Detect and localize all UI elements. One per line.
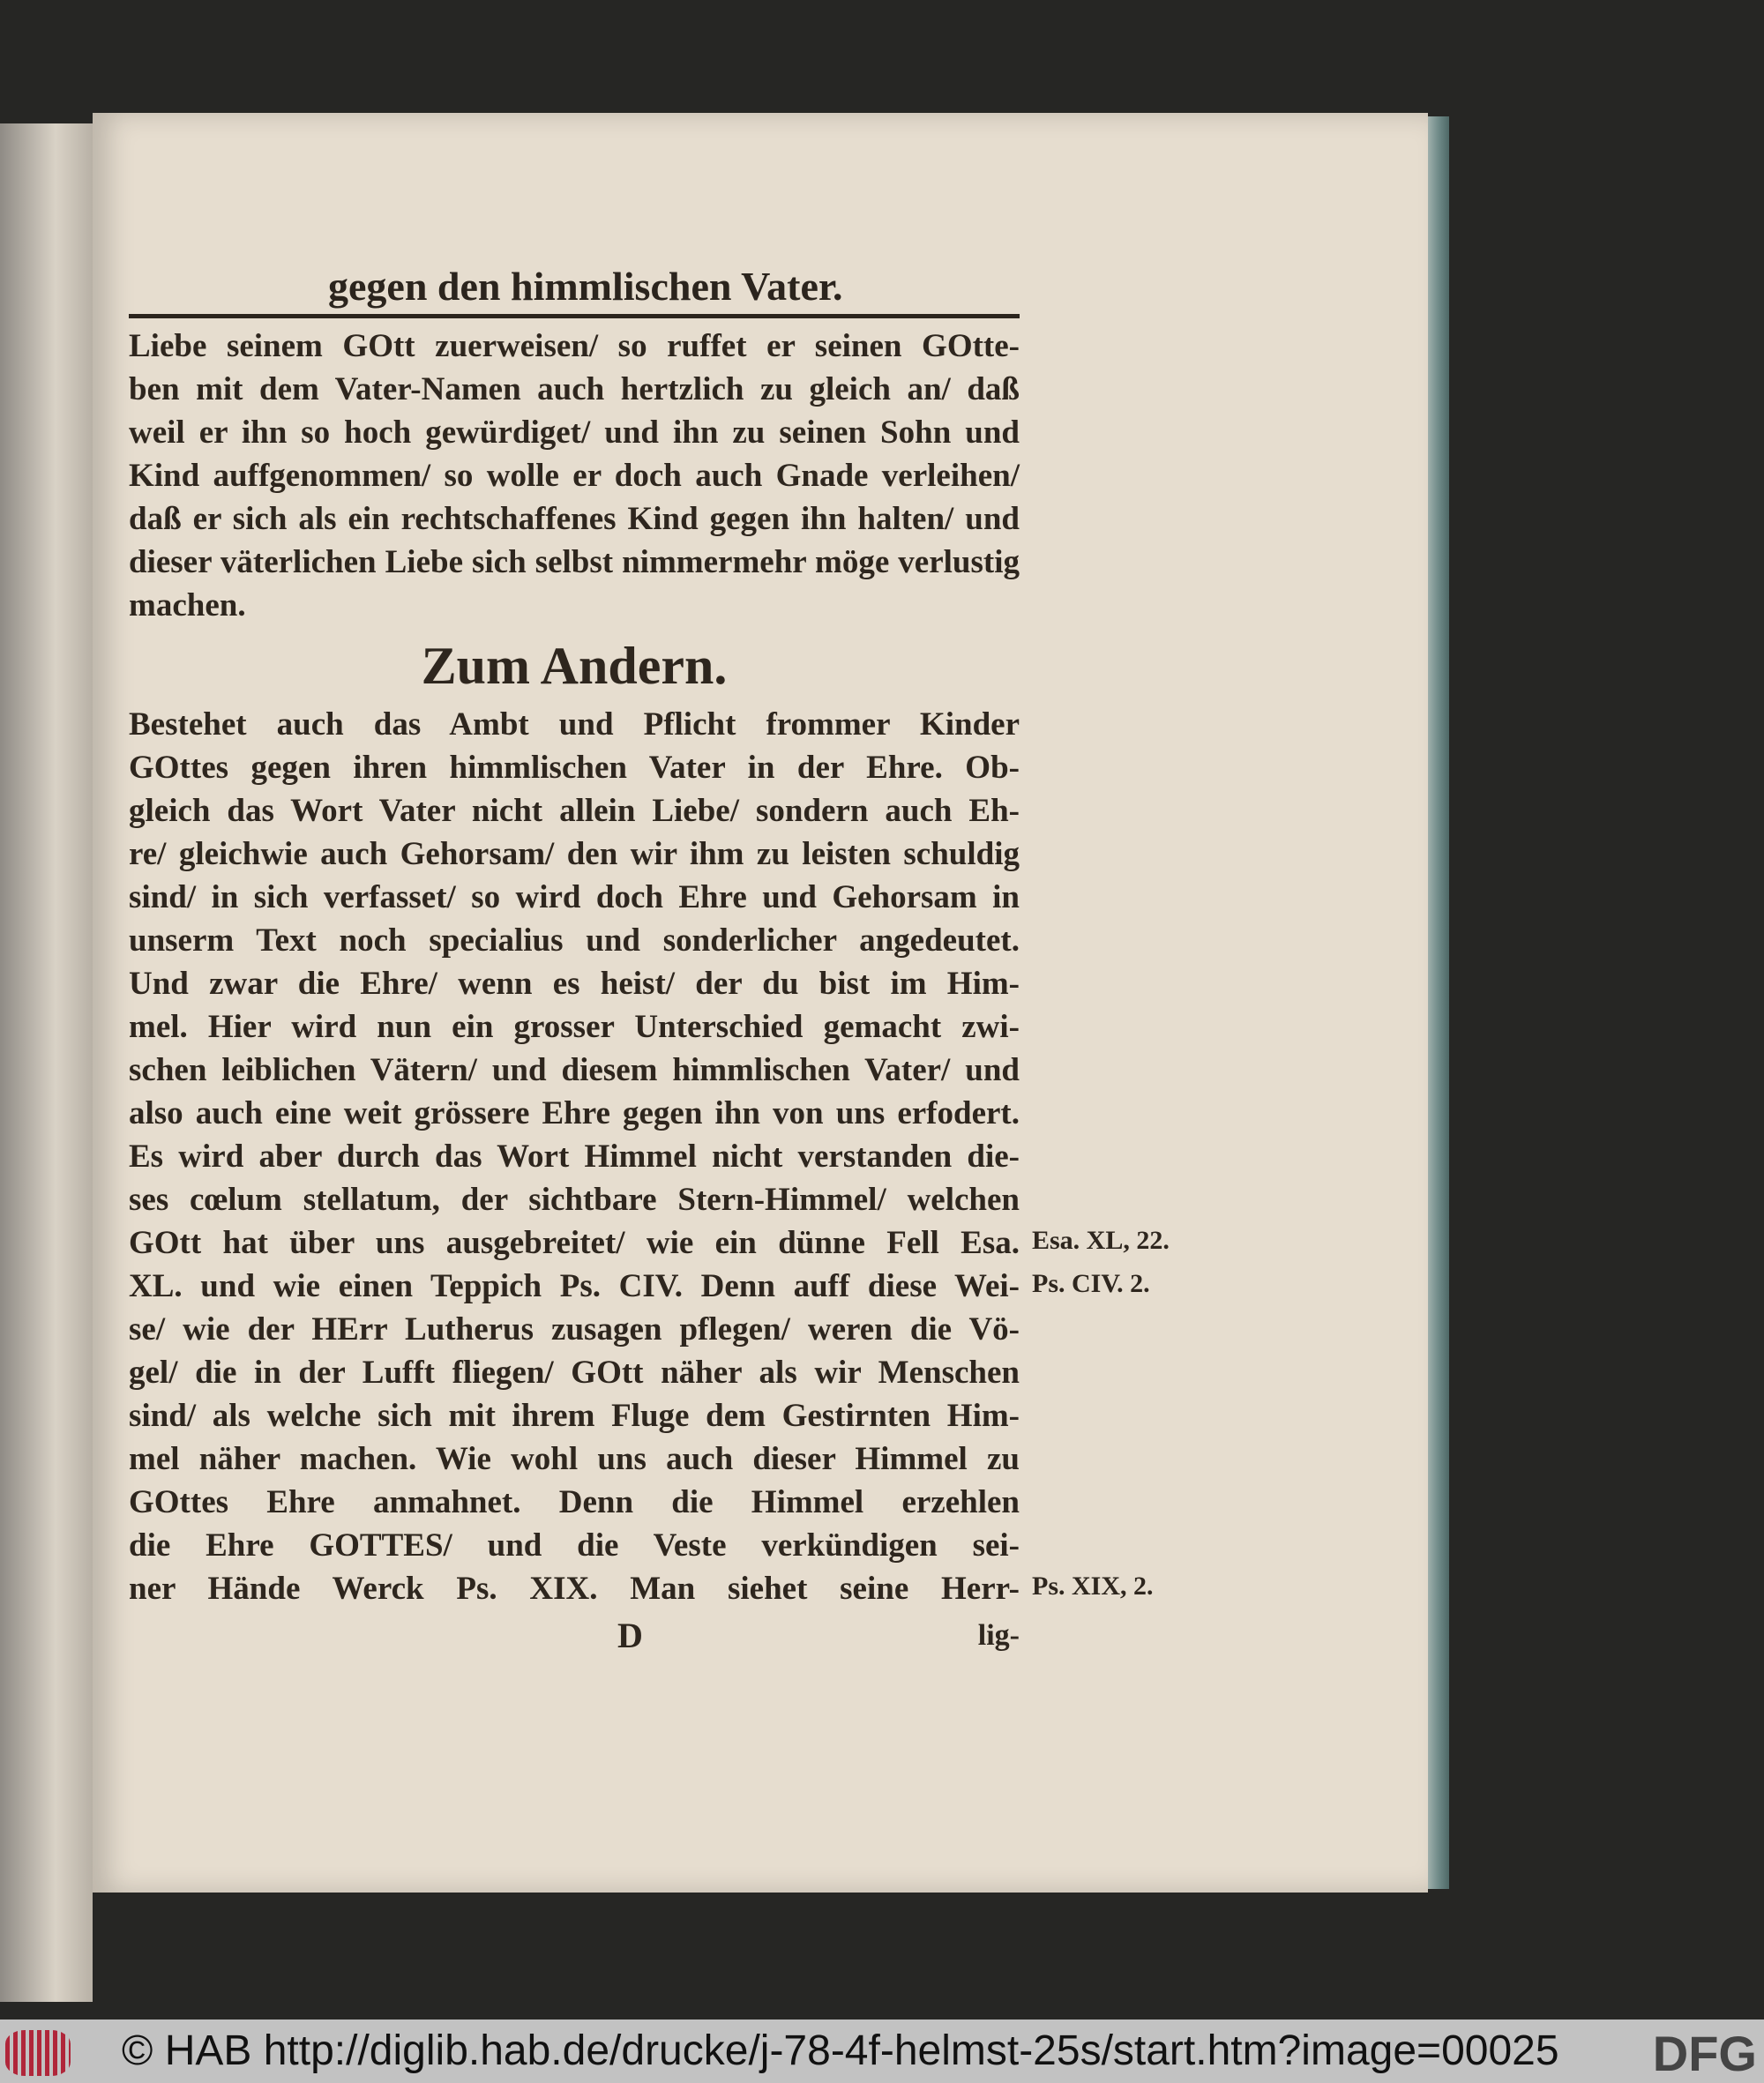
text-line-with-note bbox=[129, 1567, 1154, 1610]
text-line: Und zwar die Ehre/ wenn es heist/ der du bist im Him- bbox=[129, 966, 1020, 1002]
text-line-with-note bbox=[129, 1265, 1150, 1308]
text-line: ben mit dem Vater-Namen auch hertzlich zu gleich an/ daß bbox=[129, 371, 1020, 407]
hab-logo-icon bbox=[5, 2030, 71, 2076]
signature-mark: D bbox=[617, 1616, 643, 1655]
text-line: dieser väterlichen Liebe sich selbst nimmermehr möge verlustig bbox=[129, 544, 1020, 580]
header-rule bbox=[129, 314, 1020, 318]
text-line-with-note bbox=[129, 1221, 1170, 1265]
text-line: Bestehet auch das Ambt und Pflicht frommer Kinder bbox=[129, 706, 1020, 743]
text-line: GOtt hat über uns ausgebreitet/ wie ein dünne Fell Esa. bbox=[129, 1225, 1020, 1261]
facing-page-edge bbox=[0, 123, 93, 2002]
text-line: mel näher machen. Wie wohl uns auch dieser Himmel zu bbox=[129, 1441, 1020, 1477]
text-line: se/ wie der HErr Lutherus zusagen pflegen/ weren die Vö- bbox=[129, 1311, 1020, 1348]
text-line: re/ gleichwie auch Gehorsam/ den wir ihm zu leisten schuldig bbox=[129, 836, 1020, 872]
text-line: XL. und wie einen Teppich Ps. CIV. Denn auff diese Wei- bbox=[129, 1268, 1020, 1304]
text-line: machen. bbox=[129, 587, 246, 623]
signature-row bbox=[129, 1614, 1020, 1660]
margin-note: Ps. XIX, 2. bbox=[1032, 1572, 1154, 1601]
text-line: Liebe seinem GOtt zuerweisen/ so ruffet er seinen GOtte- bbox=[129, 328, 1020, 364]
dfg-logo: DFG bbox=[1652, 2026, 1757, 2081]
text-line: ses cœlum stellatum, der sichtbare Stern-Himmel/ welchen bbox=[129, 1182, 1020, 1218]
body-text bbox=[129, 325, 1170, 1660]
text-line: daß er sich als ein rechtschaffenes Kind gegen ihn halten/ und bbox=[129, 501, 1020, 537]
text-line: GOttes gegen ihren himmlischen Vater in der Ehre. Ob- bbox=[129, 750, 1020, 786]
text-line: Kind auffgenommen/ so wolle er doch auch Gnade verleihen/ bbox=[129, 458, 1020, 494]
text-line: weil er ihn so hoch gewürdiget/ und ihn zu seinen Sohn und bbox=[129, 414, 1020, 451]
text-line: gleich das Wort Vater nicht allein Liebe/ sondern auch Eh- bbox=[129, 793, 1020, 829]
text-line: gel/ die in der Lufft fliegen/ GOtt näher als wir Menschen bbox=[129, 1355, 1020, 1391]
text-line: mel. Hier wird nun ein grosser Unterschied gemacht zwi- bbox=[129, 1009, 1020, 1045]
footer-url[interactable]: © HAB http://diglib.hab.de/drucke/j-78-4f-helmst-25s/start.htm?image=00025 bbox=[122, 2027, 1559, 2074]
page-stack-edge bbox=[1428, 116, 1449, 1889]
text-line: die Ehre GOTTES/ und die Veste verkündigen sei- bbox=[129, 1527, 1020, 1564]
catchword: lig- bbox=[977, 1619, 1020, 1652]
text-line: ner Hände Werck Ps. XIX. Man siehet seine Herr- bbox=[129, 1571, 1020, 1607]
running-head: gegen den himmlischen Vater. bbox=[328, 264, 843, 309]
text-line: also auch eine weit grössere Ehre gegen ihn von uns erfodert. bbox=[129, 1095, 1020, 1131]
text-line: sind/ als welche sich mit ihrem Fluge dem Gestirnten Him- bbox=[129, 1398, 1020, 1434]
text-line: sind/ in sich verfasset/ so wird doch Ehre und Gehorsam in bbox=[129, 879, 1020, 915]
margin-note: Esa. XL, 22. bbox=[1032, 1226, 1170, 1255]
text-line: unserm Text noch specialius und sonderlicher angedeutet. bbox=[129, 922, 1020, 959]
section-heading: Zum Andern. bbox=[421, 637, 728, 695]
footer-bar bbox=[0, 2020, 1764, 2083]
text-line: GOttes Ehre anmahnet. Denn die Himmel erzehlen bbox=[129, 1484, 1020, 1520]
margin-note: Ps. CIV. 2. bbox=[1032, 1269, 1150, 1298]
text-line: Es wird aber durch das Wort Himmel nicht verstanden die- bbox=[129, 1139, 1020, 1175]
text-line: schen leiblichen Vätern/ und diesem himmlischen Vater/ und bbox=[129, 1052, 1020, 1088]
